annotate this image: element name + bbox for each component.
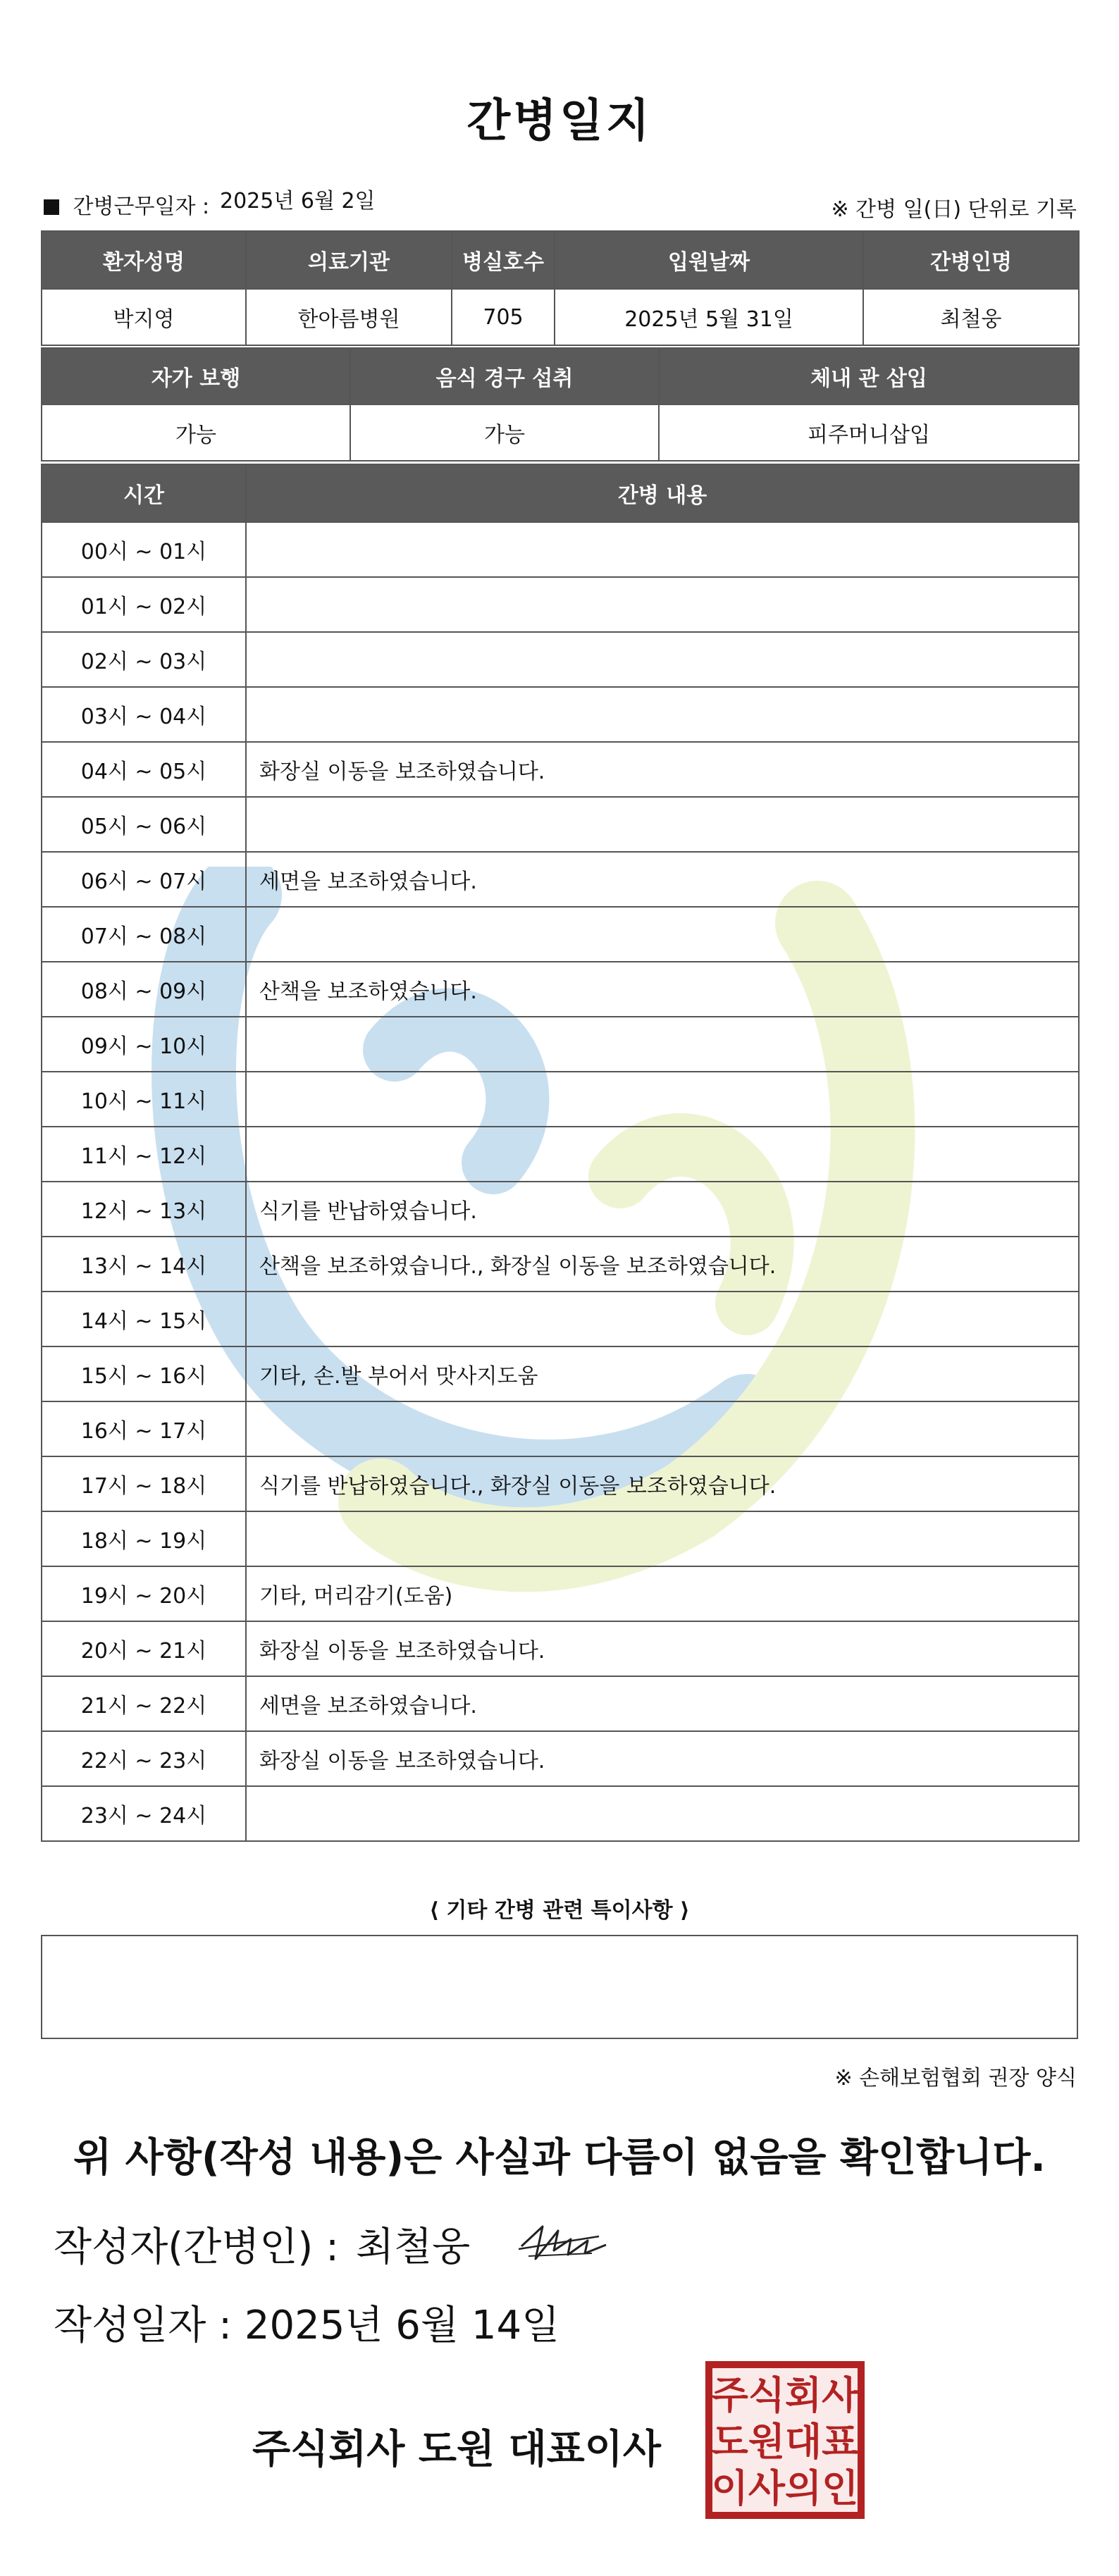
walk-status: 가능 (42, 404, 350, 461)
log-time-cell: 18시 ~ 19시 (42, 1511, 246, 1566)
caregiver-name: 최철웅 (863, 289, 1079, 345)
written-date-value: 2025년 6월 14일 (244, 2303, 560, 2348)
header-tube: 체내 관 삽입 (659, 348, 1079, 404)
table-row (42, 1401, 1079, 1456)
log-time-cell: 03시 ~ 04시 (42, 687, 246, 742)
header-oral-intake: 음식 경구 섭취 (350, 348, 659, 404)
log-content-cell (246, 797, 1079, 852)
room-number: 705 (452, 289, 555, 345)
log-time-cell: 02시 ~ 03시 (42, 632, 246, 687)
table-row (42, 1346, 1079, 1401)
log-time-cell: 23시 ~ 24시 (42, 1786, 246, 1841)
table-header-row (42, 464, 1079, 522)
log-content-cell (246, 1401, 1079, 1456)
admit-date: 2025년 5월 31일 (555, 289, 863, 345)
log-content-cell (246, 577, 1079, 632)
table-row (42, 852, 1079, 907)
table-row (42, 687, 1079, 742)
log-time-cell: 19시 ~ 20시 (42, 1566, 246, 1621)
log-time-cell: 11시 ~ 12시 (42, 1127, 246, 1182)
log-time-cell: 13시 ~ 14시 (42, 1237, 246, 1292)
notes-box (41, 1935, 1078, 2039)
log-content-cell (246, 907, 1079, 962)
work-date-row (44, 189, 376, 220)
table-row (42, 907, 1079, 962)
log-content-cell (246, 1017, 1079, 1072)
written-date-row (54, 2294, 560, 2351)
log-time-cell: 05시 ~ 06시 (42, 797, 246, 852)
log-content-cell: 산책을 보조하였습니다. (246, 962, 1079, 1017)
log-time-cell: 15시 ~ 16시 (42, 1346, 246, 1401)
header-care-content: 간병 내용 (246, 464, 1079, 522)
patient-info-table (41, 230, 1080, 346)
log-content-cell (246, 1072, 1079, 1127)
header-hospital: 의료기관 (246, 231, 452, 289)
log-content-cell (246, 1786, 1079, 1841)
table-row (42, 632, 1079, 687)
table-header-row (42, 348, 1079, 404)
notes-title: ⟨ 기타 간병 관련 특이사항 ⟩ (429, 1898, 690, 1923)
svg-text:이사의인: 이사의인 (711, 2467, 859, 2510)
author-row (54, 2216, 470, 2272)
log-content-cell: 식기를 반납하였습니다. (246, 1182, 1079, 1237)
table-row (42, 1127, 1079, 1182)
table-row (42, 289, 1079, 345)
log-content-cell (246, 1127, 1079, 1182)
table-row (42, 962, 1079, 1017)
header-admit-date: 입원날짜 (555, 231, 863, 289)
tube-status: 피주머니삽입 (659, 404, 1079, 461)
table-row (42, 797, 1079, 852)
table-row (42, 1237, 1079, 1292)
hospital-name: 한아름병원 (246, 289, 452, 345)
header-patient-name: 환자성명 (42, 231, 246, 289)
log-content-cell (246, 522, 1079, 577)
table-row (42, 1786, 1079, 1841)
log-time-cell: 12시 ~ 13시 (42, 1182, 246, 1237)
log-time-cell: 09시 ~ 10시 (42, 1017, 246, 1072)
table-row (42, 1621, 1079, 1676)
header-caregiver: 간병인명 (863, 231, 1079, 289)
log-time-cell: 17시 ~ 18시 (42, 1456, 246, 1511)
log-content-cell: 기타, 머리감기(도움) (246, 1566, 1079, 1621)
company-seal-stamp (705, 2360, 865, 2520)
log-time-cell: 06시 ~ 07시 (42, 852, 246, 907)
log-content-cell: 기타, 손.발 부어서 맛사지도움 (246, 1346, 1079, 1401)
log-time-cell: 20시 ~ 21시 (42, 1621, 246, 1676)
written-date-label: 작성일자 : (54, 2303, 233, 2348)
care-log-table (41, 464, 1080, 1842)
header-time: 시간 (42, 464, 246, 522)
patient-name: 박지영 (42, 289, 246, 345)
log-time-cell: 14시 ~ 15시 (42, 1292, 246, 1346)
work-date-value: 2025년 6월 2일 (220, 189, 376, 213)
patient-status-table (41, 347, 1080, 462)
table-row (42, 1072, 1079, 1127)
log-content-cell: 화장실 이동을 보조하였습니다. (246, 1621, 1079, 1676)
header-room: 병실호수 (452, 231, 555, 289)
header-walk: 자가 보행 (42, 348, 350, 404)
log-content-cell: 화장실 이동을 보조하였습니다. (246, 1731, 1079, 1786)
svg-text:도원대표: 도원대표 (711, 2421, 859, 2463)
work-date-label: 간병근무일자 : (73, 194, 210, 219)
log-time-cell: 22시 ~ 23시 (42, 1731, 246, 1786)
table-row (42, 1182, 1079, 1237)
svg-text:주식회사: 주식회사 (711, 2374, 859, 2417)
table-row (42, 522, 1079, 577)
table-row (42, 1017, 1079, 1072)
company-representative: 주식회사 도원 대표이사 (252, 2427, 661, 2472)
table-row (42, 1511, 1079, 1566)
table-row (42, 1292, 1079, 1346)
log-content-cell: 화장실 이동을 보조하였습니다. (246, 742, 1079, 797)
log-time-cell: 16시 ~ 17시 (42, 1401, 246, 1456)
table-row (42, 1566, 1079, 1621)
log-time-cell: 10시 ~ 11시 (42, 1072, 246, 1127)
table-row (42, 1456, 1079, 1511)
table-row (42, 742, 1079, 797)
log-time-cell: 00시 ~ 01시 (42, 522, 246, 577)
table-header-row (42, 231, 1079, 289)
form-source: ※ 손해보험협회 권장 양식 (834, 2066, 1077, 2091)
author-label: 작성자(간병인) : (54, 2224, 339, 2270)
log-content-cell: 세면을 보조하였습니다. (246, 852, 1079, 907)
log-time-cell: 04시 ~ 05시 (42, 742, 246, 797)
table-row (42, 577, 1079, 632)
square-bullet-icon (44, 199, 59, 215)
document-title: 간병일지 (466, 95, 653, 147)
oral-intake-status: 가능 (350, 404, 659, 461)
log-time-cell: 01시 ~ 02시 (42, 577, 246, 632)
log-content-cell: 세면을 보조하였습니다. (246, 1676, 1079, 1731)
log-time-cell: 08시 ~ 09시 (42, 962, 246, 1017)
log-content-cell (246, 632, 1079, 687)
table-row (42, 1676, 1079, 1731)
signature (514, 2218, 613, 2267)
author-name: 최철웅 (355, 2224, 471, 2270)
log-content-cell (246, 1292, 1079, 1346)
log-content-cell: 식기를 반납하였습니다., 화장실 이동을 보조하였습니다. (246, 1456, 1079, 1511)
table-row (42, 404, 1079, 461)
log-content-cell: 산책을 보조하였습니다., 화장실 이동을 보조하였습니다. (246, 1237, 1079, 1292)
record-note: ※ 간병 일(日) 단위로 기록 (831, 197, 1077, 222)
confirmation-statement: 위 사항(작성 내용)은 사실과 다름이 없음을 확인합니다. (73, 2135, 1046, 2181)
log-content-cell (246, 1511, 1079, 1566)
log-time-cell: 07시 ~ 08시 (42, 907, 246, 962)
log-content-cell (246, 687, 1079, 742)
log-time-cell: 21시 ~ 22시 (42, 1676, 246, 1731)
table-row (42, 1731, 1079, 1786)
